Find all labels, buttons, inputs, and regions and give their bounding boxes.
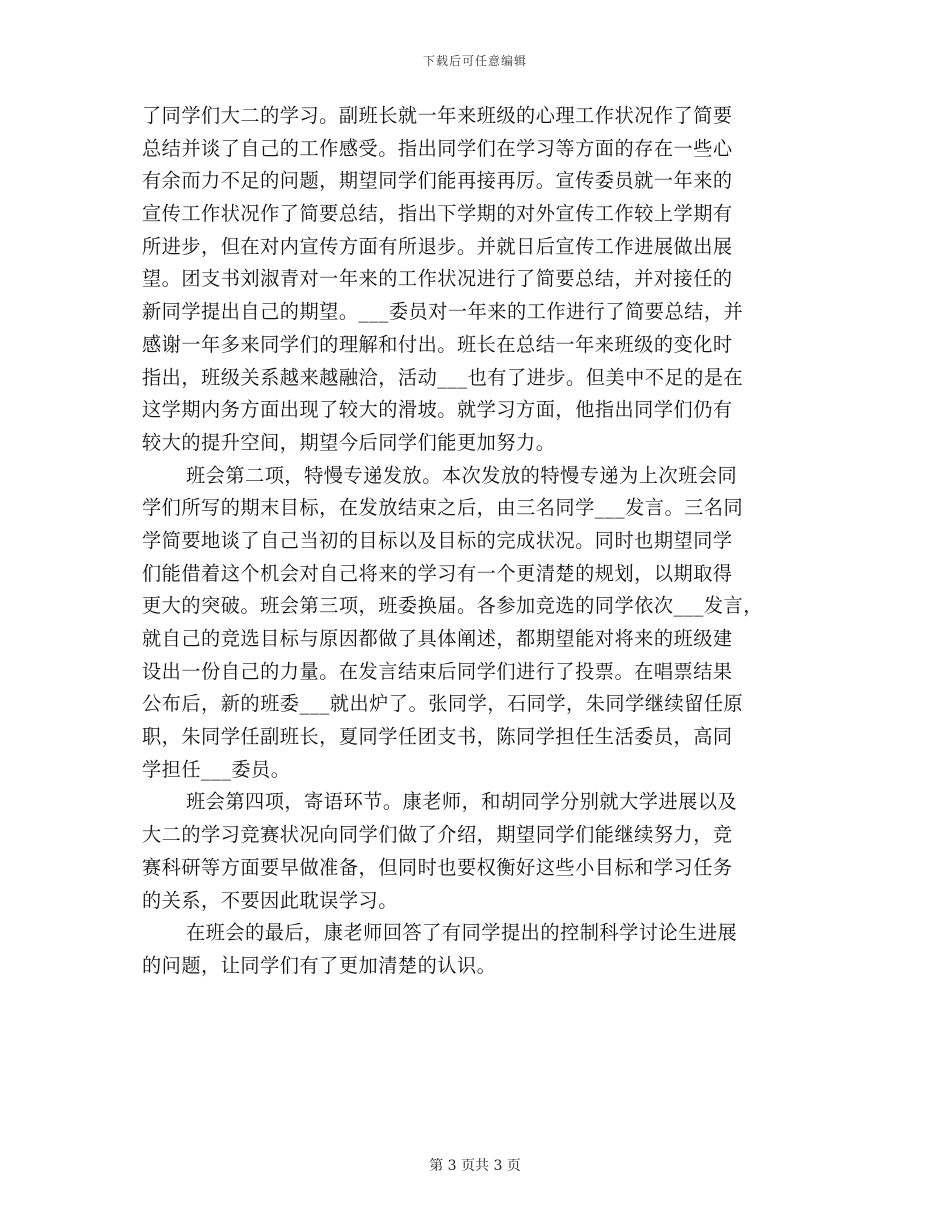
text-line: 们能借着这个机会对自己将来的学习有一个更清楚的规划，以期取得 <box>142 561 733 585</box>
text-line: 的关系，不要因此耽误学习。 <box>142 888 398 912</box>
paragraph-start-line: 在班会的最后，康老师回答了有同学提出的控制科学讨论生进展 <box>186 921 738 945</box>
text-line: 大二的学习竞赛状况向同学们做了介绍，期望同学们能继续努力，竞 <box>142 823 733 847</box>
paragraph-start-line: 班会第四项，寄语环节。康老师，和胡同学分别就大学进展以及 <box>186 790 738 814</box>
text-line: 的问题，让同学们有了更加清楚的认识。 <box>142 953 497 977</box>
page-footer-page-number: 第 3 页共 3 页 <box>429 1158 521 1174</box>
text-line: 宣传工作状况作了简要总结，指出下学期的对外宣传工作较上学期有 <box>142 202 733 226</box>
page-header: 下载后可任意编辑 <box>422 54 527 68</box>
text-line: 新同学提出自己的期望。___委员对一年来的工作进行了简要总结，并 <box>142 300 744 324</box>
text-line: 就自己的竞选目标与原因都做了具体阐述，都期望能对将来的班级建 <box>142 627 733 650</box>
text-line: 指出，班级关系越来越融洽，活动___也有了进步。但美中不足的是在 <box>142 365 744 389</box>
text-line: 较大的提升空间，期望今后同学们能更加努力。 <box>142 430 556 454</box>
text-line: 总结并谈了自己的工作感受。指出同学们在学习等方面的存在一些心 <box>142 136 733 160</box>
text-line: 有余而力不足的问题，期望同学们能再接再厉。宣传委员就一年来的 <box>142 169 733 193</box>
document-body <box>142 100 812 983</box>
text-line: 学们所写的期末目标，在发放结束之后，由三名同学___发言。三名同 <box>142 496 744 520</box>
text-line: 所进步，但在对内宣传方面有所退步。并就日后宣传工作进展做出展 <box>142 234 733 258</box>
text-line: 设出一份自己的力量。在发言结束后同学们进行了投票。在唱票结果 <box>142 659 733 683</box>
text-line: 学担任___委员。 <box>142 757 291 781</box>
text-line: 望。团支书刘淑青对一年来的工作状况进行了简要总结，并对接任的 <box>142 267 733 291</box>
paragraph-start-line: 班会第二项，特慢专递发放。本次发放的特慢专递为上次班会同 <box>186 463 738 487</box>
text-line: 了同学们大二的学习。副班长就一年来班级的心理工作状况作了简要 <box>142 104 733 127</box>
text-line: 更大的突破。班会第三项，班委换届。各参加竞选的同学依次___发言， <box>142 594 763 618</box>
text-line: 职，朱同学任副班长，夏同学任团支书，陈同学担任生活委员，高同 <box>142 725 733 749</box>
text-line: 感谢一年多来同学们的理解和付出。班长在总结一年来班级的变化时 <box>142 332 733 356</box>
text-line: 公布后，新的班委___就出炉了。张同学，石同学，朱同学继续留任原 <box>142 692 744 716</box>
text-line: 赛科研等方面要早做准备，但同时也要权衡好这些小目标和学习任务 <box>142 855 733 879</box>
text-line: 这学期内务方面出现了较大的滑坡。就学习方面，他指出同学们仍有 <box>142 398 733 422</box>
text-line: 学简要地谈了自己当初的目标以及目标的完成状况。同时也期望同学 <box>142 528 733 552</box>
